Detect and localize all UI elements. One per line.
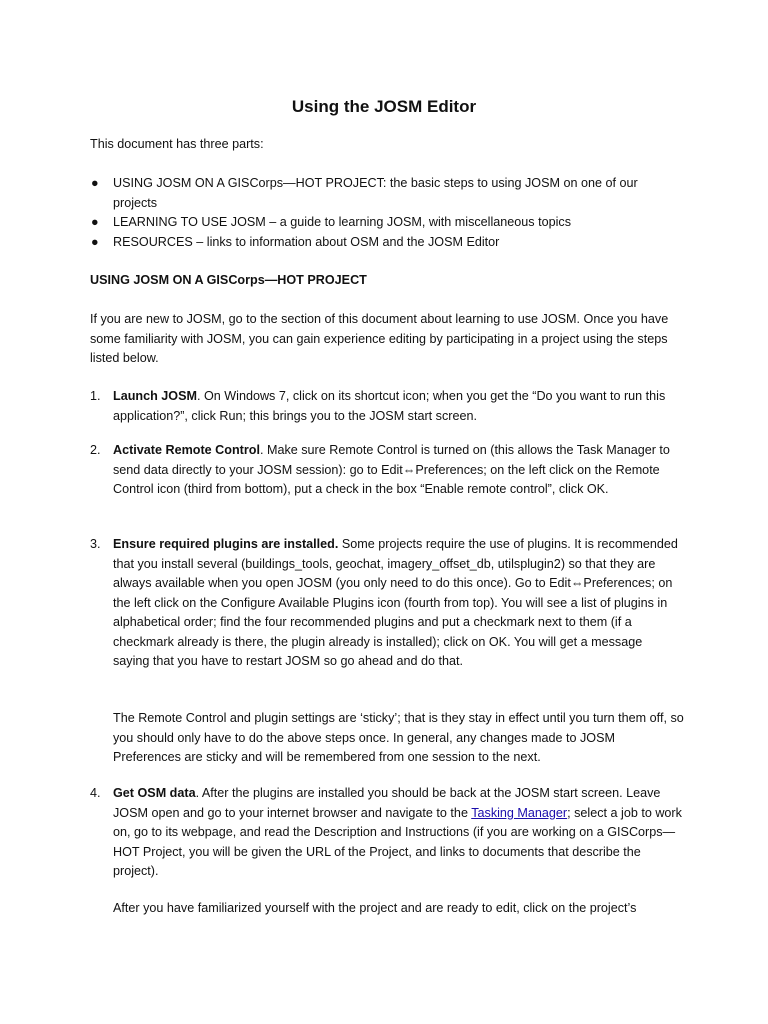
step-text: . On Windows 7, click on its shortcut icon; when you get the “Do you want to run this application?”, click Run; this brings you to the JOSM start screen. <box>113 389 666 423</box>
step-heading: Launch JOSM <box>113 389 197 403</box>
intro-text: This document has three parts: <box>90 137 264 151</box>
list-item-text: USING JOSM ON A GISCorps—HOT PROJECT: the basic steps to using JOSM on one of our projects <box>113 176 638 210</box>
list-item <box>91 233 673 253</box>
step-2 <box>90 441 682 500</box>
step-4-note: After you have familiarized yourself with the project and are ready to edit, click on the project’s <box>113 901 637 915</box>
step-text: ; select a job to work on, go to its webpage, and read the Description and Instructions (if you are working on a GISCorps—HOT Project, you will be given the URL of the Project, and links to documents that describe the project). <box>113 805 682 878</box>
step-heading: Activate Remote Control <box>113 443 260 457</box>
step-heading: Ensure required plugins are installed. <box>113 537 339 551</box>
bullet-marker: ● <box>91 234 99 249</box>
list-item-text: RESOURCES – links to information about OSM and the JOSM Editor <box>113 234 500 249</box>
step-number: 1. <box>90 389 101 403</box>
list-item-text: LEARNING TO USE JOSM – a guide to learning JOSM, with miscellaneous topics <box>113 215 571 229</box>
step-3-note: The Remote Control and plugin settings are ‘sticky’; that is they stay in effect until you turn them off, so you should only have to do the above steps once. In general, any changes made to JOSM Preferences are sticky and will be remembered from one session to the next. <box>113 711 684 764</box>
step-4 <box>90 784 682 882</box>
step-number: 4. <box>90 786 101 800</box>
parts-list <box>91 174 673 252</box>
step-number: 2. <box>90 443 101 457</box>
document-title: Using the JOSM Editor <box>291 97 477 116</box>
list-item <box>91 213 673 233</box>
step-heading: Get OSM data <box>113 786 196 800</box>
step-text: Some projects require the use of plugins. It is recommended that you install several (buildings_tools, geochat, imagery_offset_db, utilsplugin2) so that they are always available when you open JOSM (you only need to do this once). Go to Edit⇔Preferences; on the left click on the Configure Available Plugins icon (fourth from top). You will see a list of plugins in alphabetical order; find the four recommended plugins and put a checkmark next to them (if a checkmark already is there, the plugin already is installed); click on OK. You will get a message saying that you have to restart JOSM so go ahead and do that. <box>113 537 678 668</box>
bullet-marker: ● <box>91 215 99 229</box>
step-number: 3. <box>90 537 101 551</box>
step-1 <box>90 387 682 426</box>
step-text: . After the plugins are installed you should be back at the JOSM start screen. Leave JOSM open and go to your internet browser and navigate to the <box>113 786 661 820</box>
step-3 <box>90 535 682 672</box>
section-intro: If you are new to JOSM, go to the section of this document about learning to use JOSM. Once you have some familiarity with JOSM, you can gain experience editing by participating in a project using the steps listed below. <box>90 312 669 365</box>
tasking-manager-link[interactable]: Tasking Manager <box>471 805 568 820</box>
list-item <box>91 174 673 213</box>
section-heading: USING JOSM ON A GISCorps—HOT PROJECT <box>90 273 367 287</box>
bullet-marker: ● <box>91 176 99 190</box>
step-text: . Make sure Remote Control is turned on (this allows the Task Manager to send data directly to your JOSM session): go to Edit⇔Preferences; on the left click on the Remote Control icon (third from bottom), put a check in the box “Enable remote control”, click OK. <box>113 443 670 496</box>
